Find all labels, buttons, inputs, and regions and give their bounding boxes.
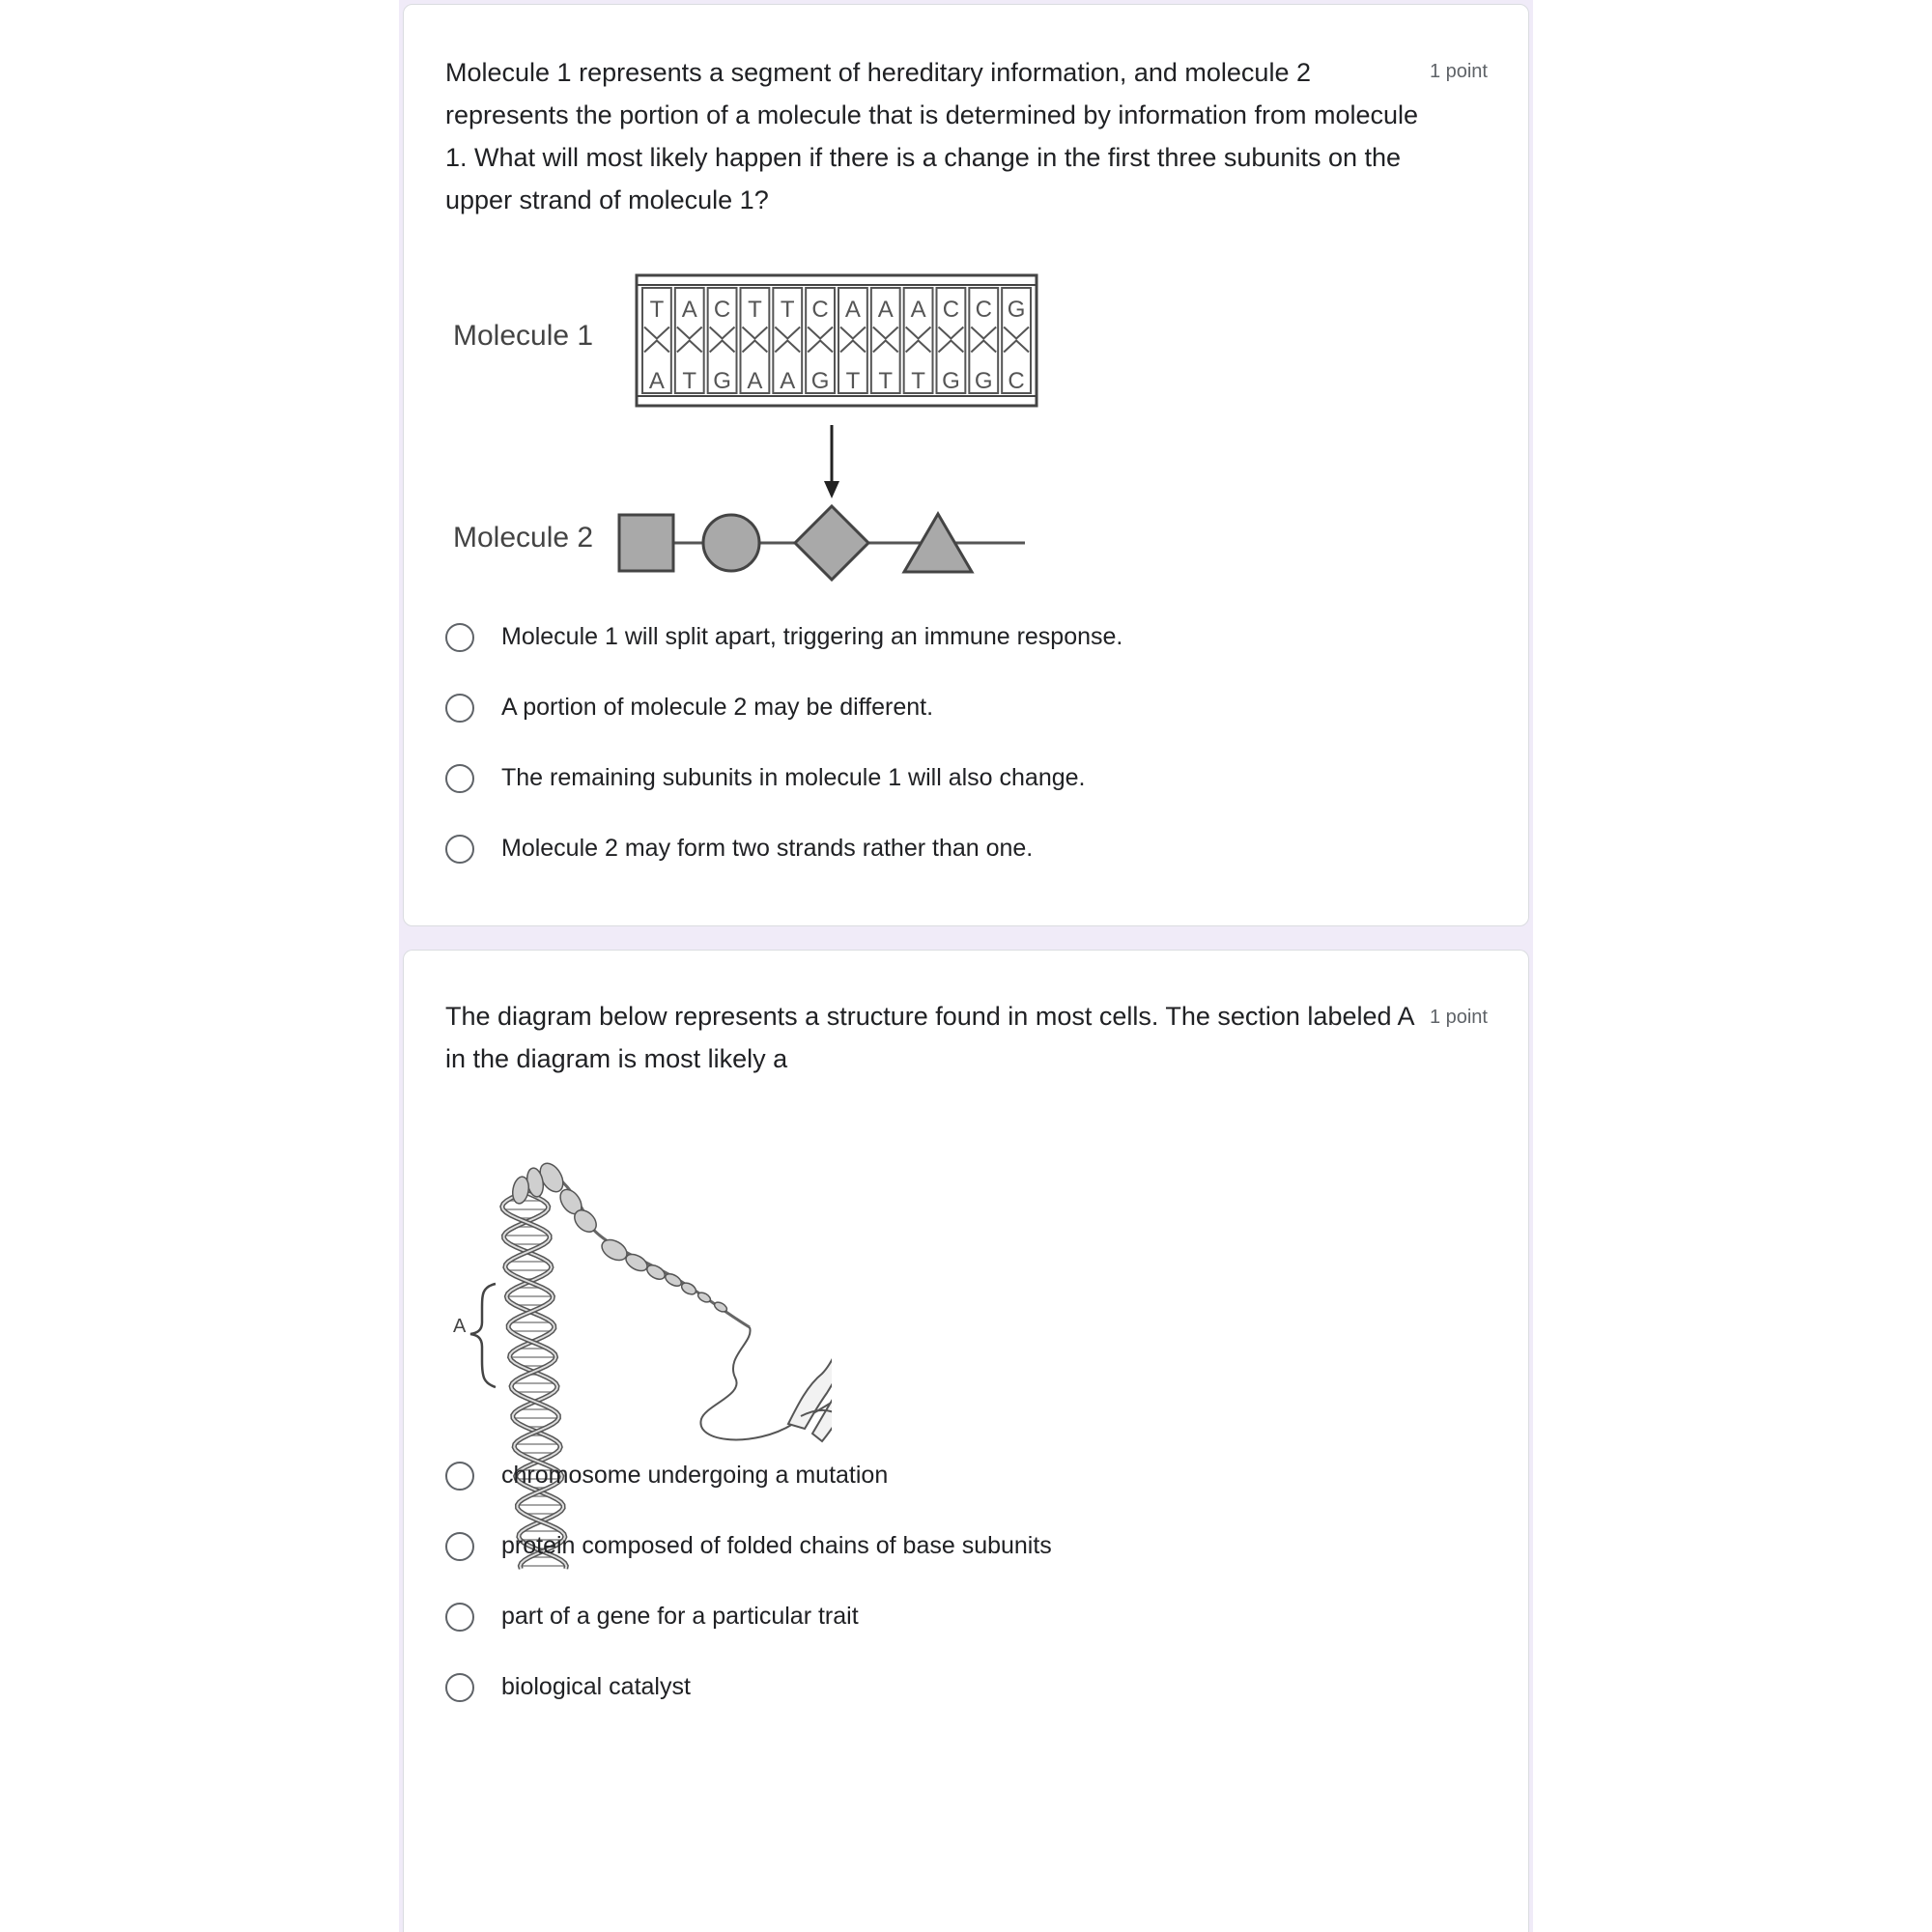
molecule-2-label: Molecule 2 (453, 522, 594, 554)
option-label: Molecule 2 may form two strands rather than one. (501, 835, 1034, 862)
question-card-2 (403, 950, 1529, 1932)
brace-icon (470, 1284, 496, 1387)
base-pair (708, 288, 737, 394)
top-base: A (844, 297, 861, 323)
radio-button[interactable] (445, 1532, 474, 1561)
option-label: Molecule 1 will split apart, triggering an immune response. (501, 623, 1123, 650)
top-base: A (877, 297, 894, 323)
diamond-subunit (795, 506, 868, 580)
dna-protein-diagram (445, 261, 1064, 589)
bottom-base: G (974, 368, 993, 394)
base-pair (806, 288, 835, 394)
base-pair (904, 288, 933, 394)
radio-button[interactable] (445, 623, 474, 652)
option-label: part of a gene for a particular trait (501, 1603, 859, 1630)
option-q1-a[interactable] (445, 602, 1122, 672)
base-pair (1002, 288, 1031, 394)
radio-button[interactable] (445, 1462, 474, 1491)
question-2-options (445, 1440, 1052, 1722)
radio-button[interactable] (445, 1673, 474, 1702)
down-arrow (824, 425, 839, 498)
top-base: G (1007, 297, 1026, 323)
radio-button[interactable] (445, 764, 474, 793)
circle-subunit (703, 515, 759, 571)
top-base: C (975, 297, 992, 323)
bottom-base: A (780, 368, 796, 394)
bottom-base: T (878, 368, 894, 394)
option-q2-d[interactable] (445, 1652, 1052, 1722)
label-a: A (453, 1316, 467, 1337)
radio-button[interactable] (445, 694, 474, 723)
bottom-base: C (1008, 368, 1025, 394)
top-base: T (649, 297, 665, 323)
top-base: A (681, 297, 697, 323)
top-base: C (942, 297, 960, 323)
base-pair (675, 288, 704, 394)
option-q1-d[interactable] (445, 813, 1122, 884)
question-1-options (445, 602, 1122, 884)
square-subunit (619, 515, 673, 571)
option-label: The remaining subunits in molecule 1 will also change. (501, 764, 1086, 791)
option-q2-a[interactable] (445, 1440, 1052, 1511)
option-q1-b[interactable] (445, 672, 1122, 743)
molecule-1-label: Molecule 1 (453, 320, 594, 352)
base-pair (773, 288, 802, 394)
radio-button[interactable] (445, 835, 474, 864)
bottom-base: G (810, 368, 830, 394)
bottom-base: T (911, 368, 925, 394)
base-pair (642, 288, 671, 394)
bottom-base: A (648, 368, 665, 394)
option-label: biological catalyst (501, 1673, 691, 1700)
top-base: A (910, 297, 926, 323)
bottom-base: A (747, 368, 763, 394)
option-q2-c[interactable] (445, 1581, 1052, 1652)
top-base: C (713, 297, 731, 323)
bottom-base: G (942, 368, 960, 394)
option-label: protein composed of folded chains of base subunits (501, 1532, 1052, 1559)
base-pair (937, 288, 966, 394)
radio-button[interactable] (445, 1603, 474, 1632)
molecule-1-dna (637, 275, 1037, 406)
question-2-points: 1 point (1429, 1007, 1488, 1028)
base-pair (741, 288, 770, 394)
question-1-points: 1 point (1429, 61, 1488, 82)
chromosome-icon (788, 1335, 832, 1441)
bottom-base: G (713, 368, 731, 394)
bottom-base: T (845, 368, 861, 394)
option-q1-c[interactable] (445, 743, 1122, 813)
top-base: C (811, 297, 829, 323)
top-base: T (748, 297, 762, 323)
molecule-2-chain (619, 506, 1025, 580)
question-1-text: Molecule 1 represents a segment of hereditary information, and molecule 2 represents the portion of a molecule that is determined by information from molecule 1. What will most likely happen if there is a change in the first three subunits on the upper strand of molecule 1? (445, 58, 1419, 214)
option-label: A portion of molecule 2 may be different. (501, 694, 934, 721)
option-q2-b[interactable] (445, 1511, 1052, 1581)
base-pair (838, 288, 867, 394)
question-card-1 (403, 4, 1529, 926)
base-pair (969, 288, 998, 394)
question-2-text: The diagram below represents a structure found in most cells. The section labeled A in the diagram is most likely a (445, 1002, 1414, 1073)
base-pair (871, 288, 900, 394)
top-base: T (780, 297, 795, 323)
bottom-base: T (682, 368, 697, 394)
option-label: chromosome undergoing a mutation (501, 1462, 889, 1489)
